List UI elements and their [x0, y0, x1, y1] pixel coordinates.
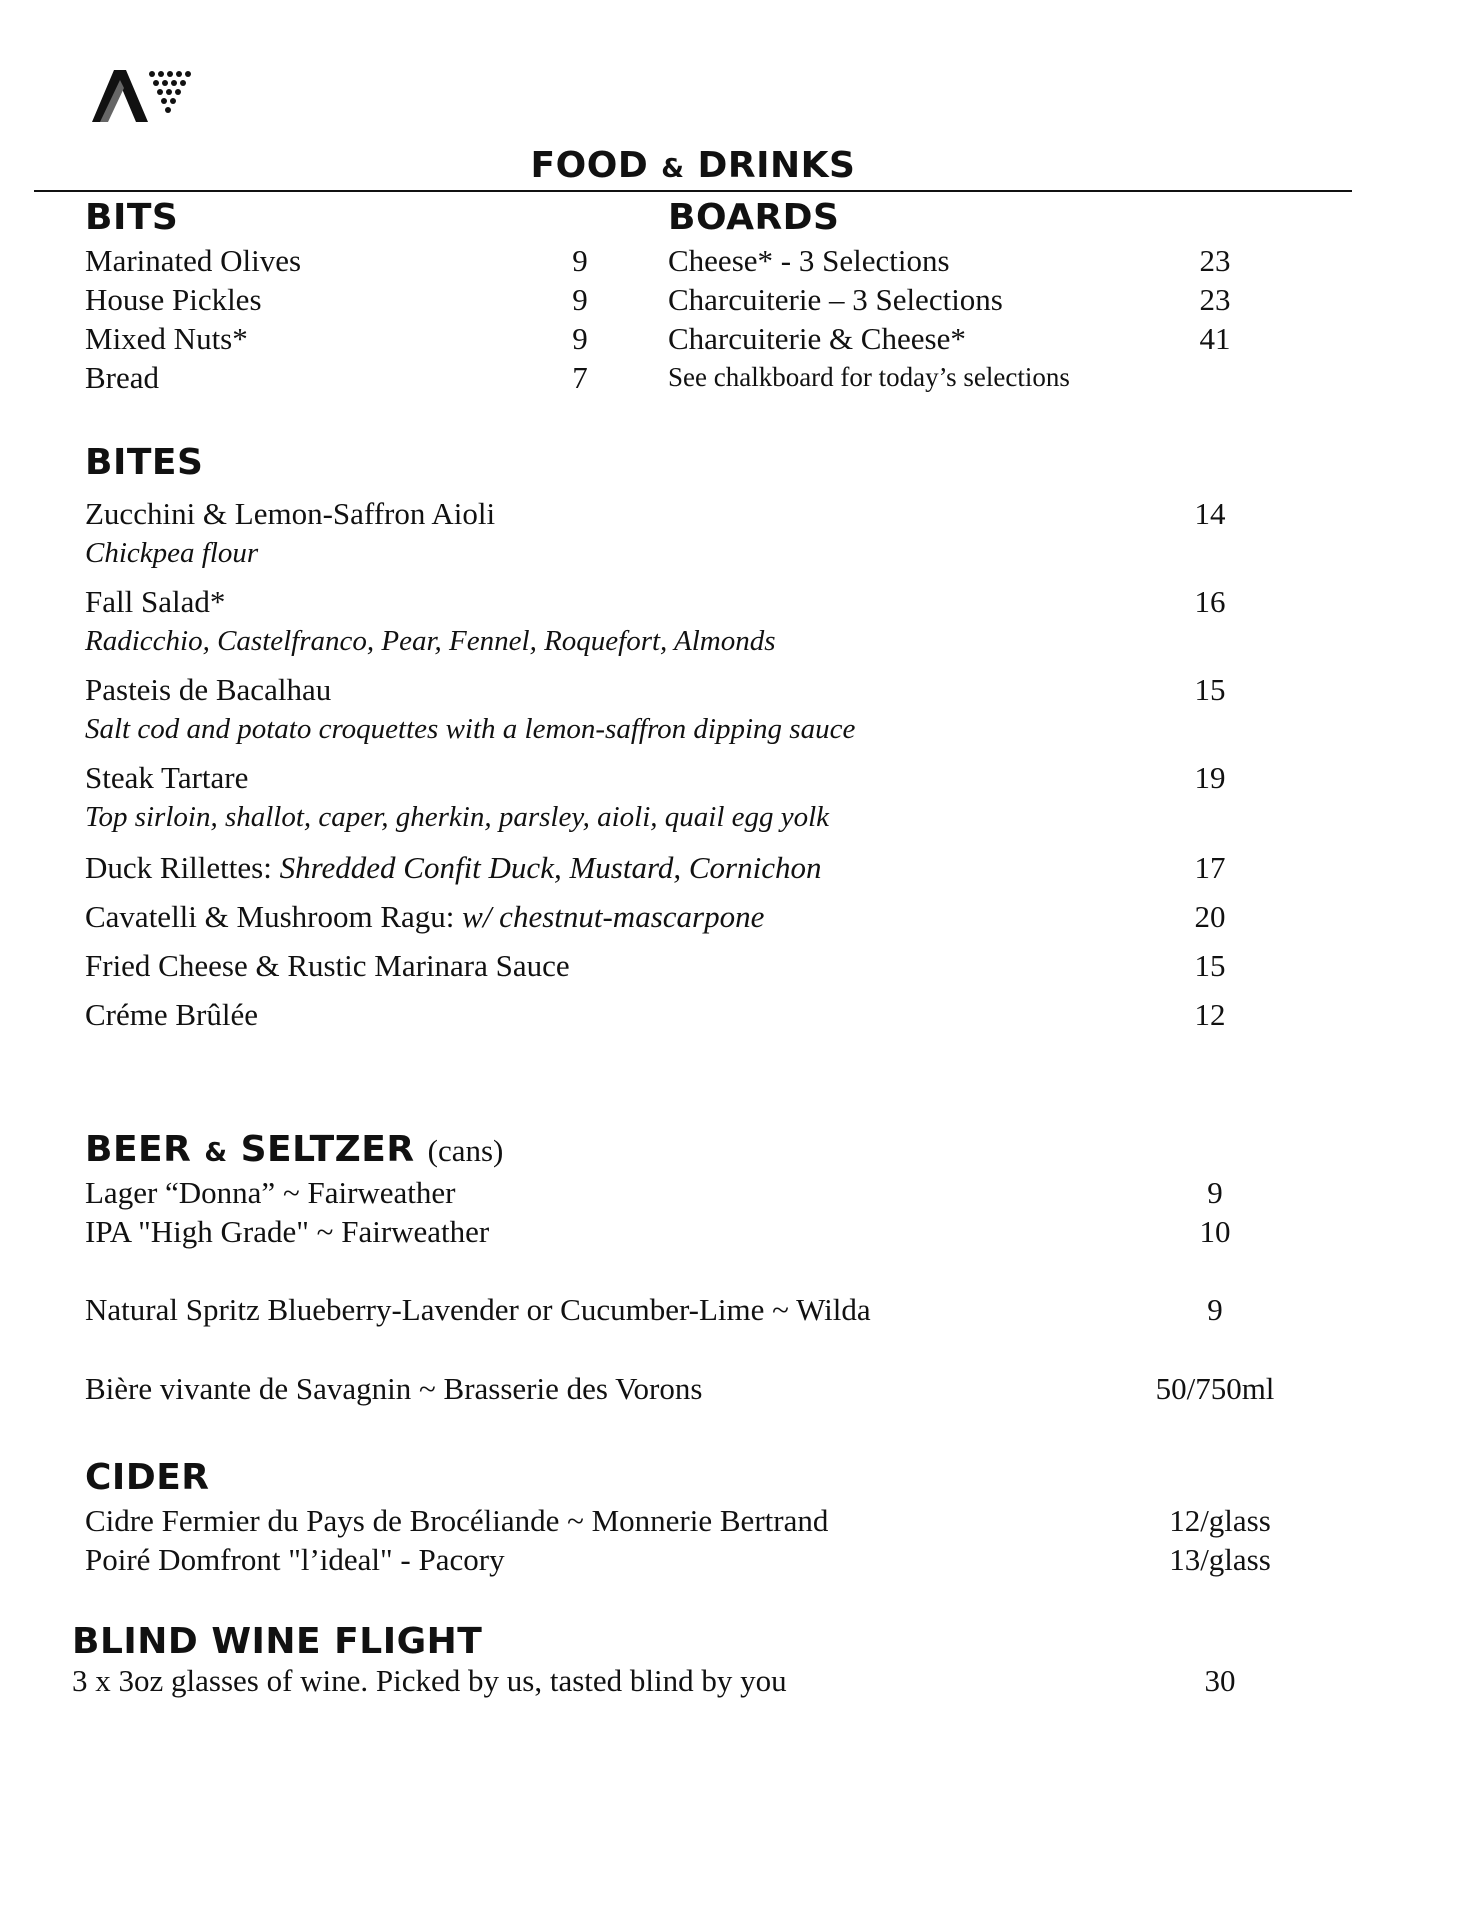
menu-item-price: 16 [1194, 584, 1226, 619]
menu-item-price: 9 [1207, 1175, 1223, 1210]
title-divider [34, 190, 1352, 192]
menu-item-name: Lager “Donna” ~ Fairweather [85, 1175, 456, 1210]
menu-item-price: 9 [572, 282, 588, 317]
menu-item-name: Duck Rillettes: [85, 850, 272, 885]
menu-item-name: Bread [85, 360, 160, 395]
menu-item-price: 10 [1199, 1214, 1231, 1249]
menu-item-price: 15 [1194, 672, 1226, 707]
menu-item-name: Fried Cheese & Rustic Marinara Sauce [85, 948, 570, 983]
menu-item-description: w/ chestnut-mascarpone [462, 899, 765, 934]
menu-item-name: Cheese* - 3 Selections [668, 243, 950, 278]
menu-item-description: Radicchio, Castelfranco, Pear, Fennel, Roquefort, Almonds [85, 625, 776, 657]
page-title: FOOD & DRINKS [530, 145, 856, 186]
menu-item-price: 19 [1194, 760, 1226, 795]
bites-heading: BITES [85, 442, 204, 483]
menu-item [85, 899, 764, 935]
menu-item-price: 23 [1199, 243, 1231, 278]
menu-item-price: 13/glass [1169, 1542, 1271, 1577]
menu-item-description: Top sirloin, shallot, caper, gherkin, parsley, aioli, quail egg yolk [85, 801, 830, 833]
menu-item-name: IPA "High Grade" ~ Fairweather [85, 1214, 490, 1249]
menu-item-name: Zucchini & Lemon-Saffron Aioli [85, 496, 496, 531]
menu-item-name: Fall Salad* [85, 584, 226, 619]
menu-item-name: Charcuiterie – 3 Selections [668, 282, 1003, 317]
menu-item-description: Shredded Confit Duck, Mustard, Cornichon [279, 850, 822, 885]
menu-item-name: Créme Brûlée [85, 997, 259, 1032]
menu-item-name: Marinated Olives [85, 243, 302, 278]
menu-item-price: 41 [1199, 321, 1231, 356]
menu-item-price: 14 [1194, 496, 1226, 531]
menu-item-price: 20 [1194, 899, 1226, 934]
menu-item-name: Cidre Fermier du Pays de Brocéliande ~ Monnerie Bertrand [85, 1503, 829, 1538]
menu-item-price: 12 [1194, 997, 1226, 1032]
menu-item-name: Natural Spritz Blueberry-Lavender or Cucumber-Lime ~ Wilda [85, 1292, 871, 1327]
menu-item-price: 17 [1194, 850, 1226, 885]
cider-heading: CIDER [85, 1457, 210, 1498]
menu-item-price: 50/750ml [1155, 1371, 1275, 1406]
menu-item-price: 12/glass [1169, 1503, 1271, 1538]
menu-item-price: 9 [1207, 1292, 1223, 1327]
menu-item-name: Bière vivante de Savagnin ~ Brasserie des Vorons [85, 1371, 703, 1406]
menu-item-name: Pasteis de Bacalhau [85, 672, 332, 707]
wine-flight-description: 3 x 3oz glasses of wine. Picked by us, tasted blind by you [72, 1663, 787, 1698]
menu-item-name: Steak Tartare [85, 760, 249, 795]
menu-item-price: 7 [572, 360, 588, 395]
menu-item-description: Chickpea flour [85, 537, 259, 569]
bits-heading: BITS [85, 197, 179, 238]
menu-item-name: Poiré Domfront "l’ideal" - Pacory [85, 1542, 505, 1577]
menu-item-price: 23 [1199, 282, 1231, 317]
beer-heading: BEER & SELTZER (cans) [85, 1129, 504, 1170]
menu-item [85, 850, 821, 886]
menu-item-price: 15 [1194, 948, 1226, 983]
wine-flight-heading: BLIND WINE FLIGHT [72, 1621, 483, 1662]
brand-logo-icon [92, 66, 196, 122]
menu-item-description: Salt cod and potato croquettes with a lemon-saffron dipping sauce [85, 713, 856, 745]
menu-item-name: Mixed Nuts* [85, 321, 248, 356]
menu-item-name: Cavatelli & Mushroom Ragu: [85, 899, 455, 934]
menu-item-price: 9 [572, 321, 588, 356]
menu-item-name: House Pickles [85, 282, 262, 317]
menu-item-name: Charcuiterie & Cheese* [668, 321, 966, 356]
boards-note: See chalkboard for today’s selections [668, 362, 1070, 392]
boards-heading: BOARDS [668, 197, 840, 238]
menu-item-price: 30 [1204, 1663, 1236, 1698]
menu-item-price: 9 [572, 243, 588, 278]
